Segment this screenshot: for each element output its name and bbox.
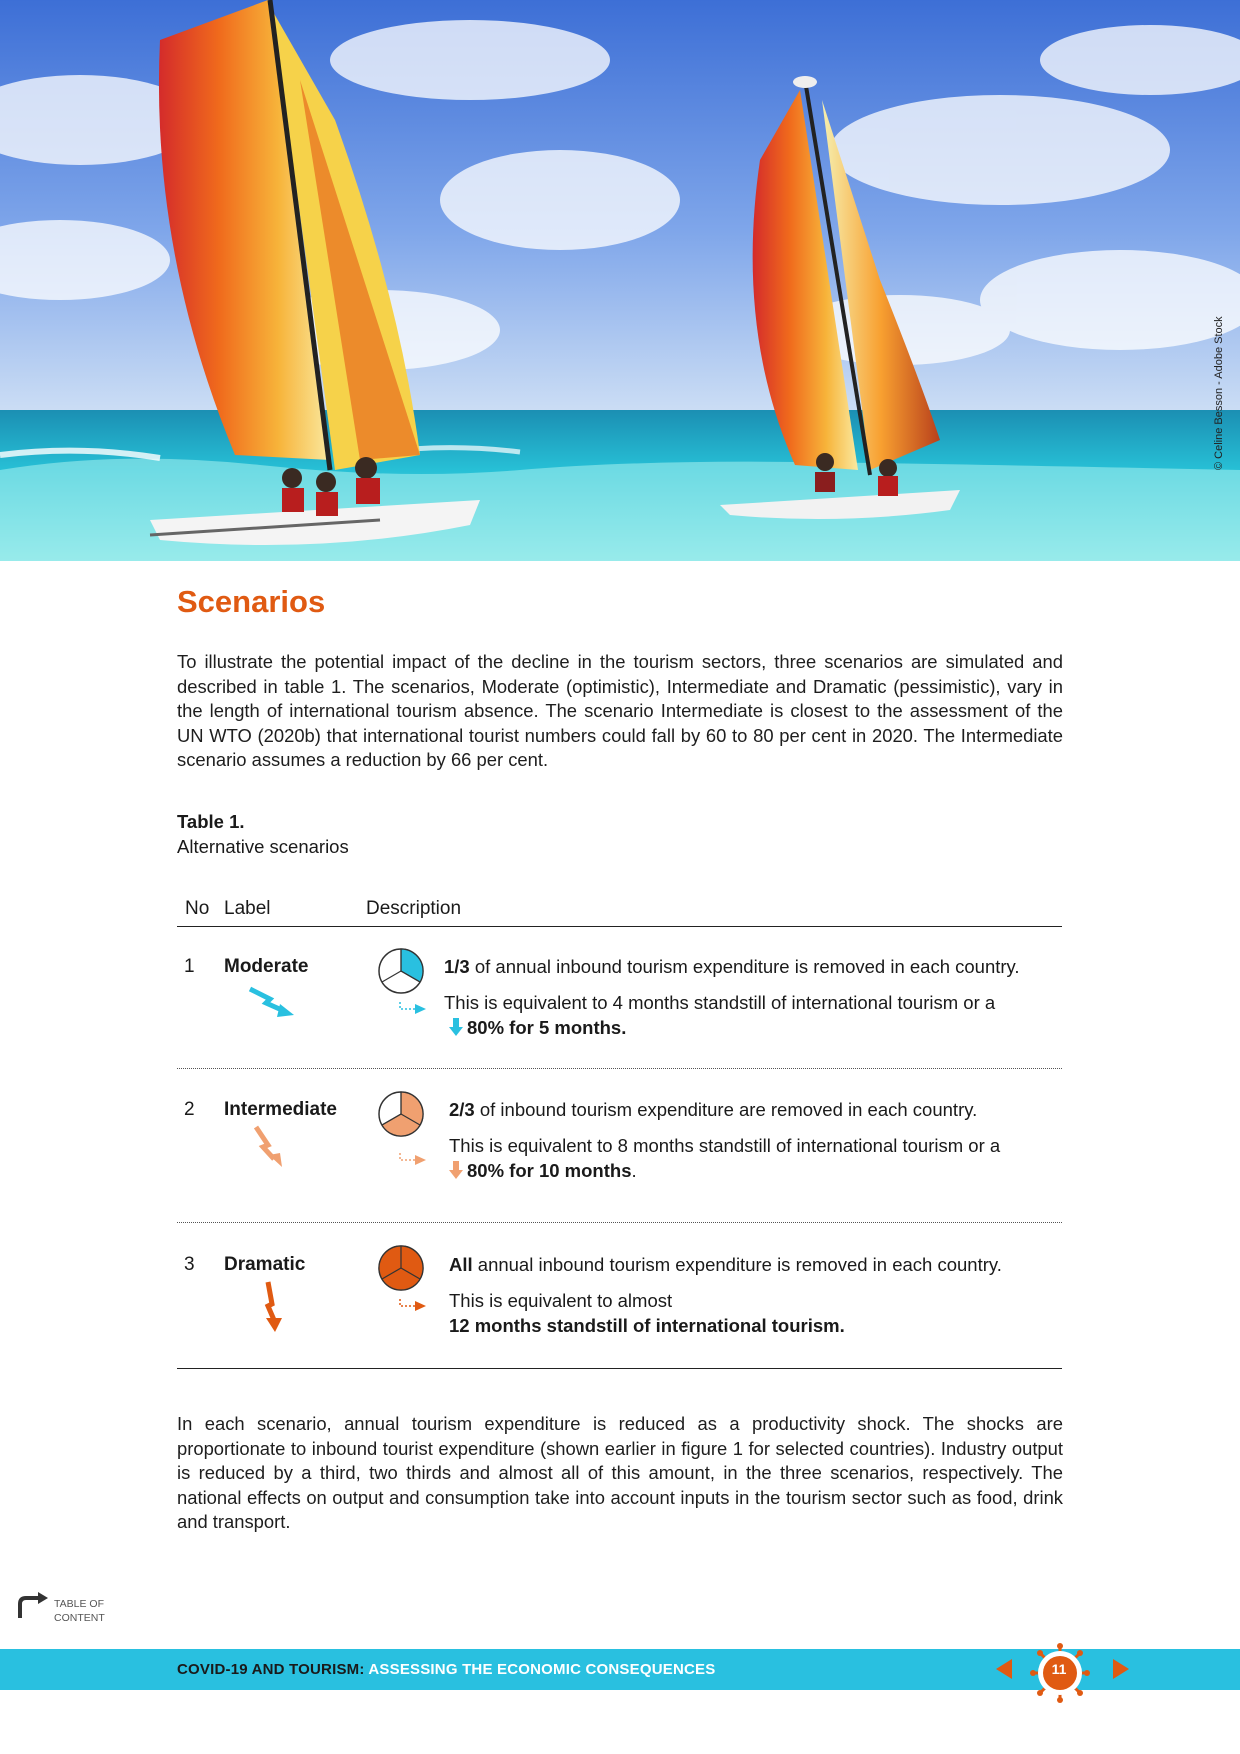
footer-title-dark: COVID-19 AND TOURISM: bbox=[177, 1661, 365, 1678]
dotted-arrow-icon bbox=[398, 1000, 428, 1016]
row-reduction-text: 80% for 5 months. bbox=[467, 1017, 627, 1038]
page-number: 11 bbox=[1051, 1661, 1067, 1677]
row-reduction-text: 80% for 10 months bbox=[467, 1160, 632, 1181]
decline-bolt-icon bbox=[240, 985, 300, 1019]
row-reduction-suffix: . bbox=[631, 1160, 637, 1181]
column-header-label: Label bbox=[224, 898, 271, 919]
table-label: Table 1. bbox=[177, 811, 245, 832]
header-rule bbox=[177, 926, 1062, 927]
row-label: Intermediate bbox=[224, 1099, 337, 1120]
toc-line-1: TABLE OF bbox=[54, 1598, 104, 1610]
intro-paragraph: To illustrate the potential impact of the decline in the tourism sectors, three scenarios are simulated and described in table 1. The scenarios, Moderate (optimistic), Intermediate and Dramatic (pessimistic), vary in the length of international tourism absence. The scenario Intermediate is closest to the assessment of the UN WTO (2020b) that international tourist numbers could fall by 60 to 80 per cent in 2020. The Intermediate scenario assumes a reduction by 66 per cent. bbox=[177, 651, 1063, 771]
table-bottom-rule bbox=[177, 1368, 1062, 1369]
toc-line-2: CONTENT bbox=[54, 1612, 105, 1624]
row-share: 1/3 bbox=[444, 956, 470, 977]
row-number: 3 bbox=[184, 1254, 195, 1275]
column-header-no: No bbox=[185, 898, 210, 919]
row-divider bbox=[177, 1222, 1062, 1223]
dotted-arrow-icon bbox=[398, 1297, 428, 1313]
row-summary bbox=[449, 1099, 977, 1121]
row-label: Moderate bbox=[224, 956, 309, 977]
pie-icon bbox=[376, 1243, 426, 1293]
dotted-arrow-icon bbox=[398, 1151, 428, 1167]
down-arrow-icon bbox=[449, 1018, 463, 1036]
pie-icon bbox=[376, 946, 426, 996]
row-summary bbox=[449, 1254, 1002, 1276]
row-share: 2/3 bbox=[449, 1099, 475, 1120]
row-equivalence: This is equivalent to 4 months standstill of international tourism or a bbox=[444, 992, 996, 1013]
down-arrow-icon bbox=[449, 1161, 463, 1179]
section-title: Scenarios bbox=[177, 584, 326, 619]
row-summary-text: of inbound tourism expenditure are removed in each country. bbox=[474, 1099, 978, 1120]
footer-title bbox=[177, 1661, 715, 1678]
row-reduction bbox=[449, 1017, 626, 1039]
row-equivalence: This is equivalent to almost bbox=[449, 1290, 673, 1311]
row-divider bbox=[177, 1068, 1062, 1069]
closing-paragraph: In each scenario, annual tourism expenditure is reduced as a productivity shock. The shocks are proportionate to inbound tourist expenditure (shown earlier in figure 1 for selected countries). Industry output is reduced by a third, two thirds and almost all of this amount, in the three scenarios, respectively. The national effects on output and consumption take into account inputs in the tourism sector such as food, drink and transport. bbox=[177, 1413, 1063, 1533]
photo-credit: © Celine Besson - Adobe Stock bbox=[1213, 316, 1225, 470]
table-caption: Alternative scenarios bbox=[177, 836, 349, 857]
hero-photo bbox=[0, 0, 1240, 561]
row-label: Dramatic bbox=[224, 1254, 306, 1275]
footer-title-light: ASSESSING THE ECONOMIC CONSEQUENCES bbox=[364, 1661, 716, 1678]
row-number: 2 bbox=[184, 1099, 195, 1120]
decline-bolt-icon bbox=[262, 1280, 292, 1334]
row-reduction: 12 months standstill of international tourism. bbox=[449, 1315, 845, 1336]
row-number: 1 bbox=[184, 956, 195, 977]
table-of-content-icon[interactable] bbox=[16, 1592, 50, 1620]
pie-icon bbox=[376, 1089, 426, 1139]
row-share: All bbox=[449, 1254, 473, 1275]
row-summary-text: of annual inbound tourism expenditure is removed in each country. bbox=[469, 956, 1020, 977]
row-summary bbox=[444, 956, 1020, 978]
decline-bolt-icon bbox=[250, 1123, 296, 1171]
previous-page-button[interactable] bbox=[994, 1657, 1014, 1681]
next-page-button[interactable] bbox=[1111, 1657, 1131, 1681]
row-equivalence: This is equivalent to 8 months standstill of international tourism or a bbox=[449, 1135, 1001, 1156]
row-summary-text: annual inbound tourism expenditure is removed in each country. bbox=[472, 1254, 1002, 1275]
column-header-description: Description bbox=[366, 898, 462, 919]
row-reduction bbox=[449, 1160, 637, 1182]
table-of-content-link[interactable] bbox=[54, 1597, 105, 1625]
